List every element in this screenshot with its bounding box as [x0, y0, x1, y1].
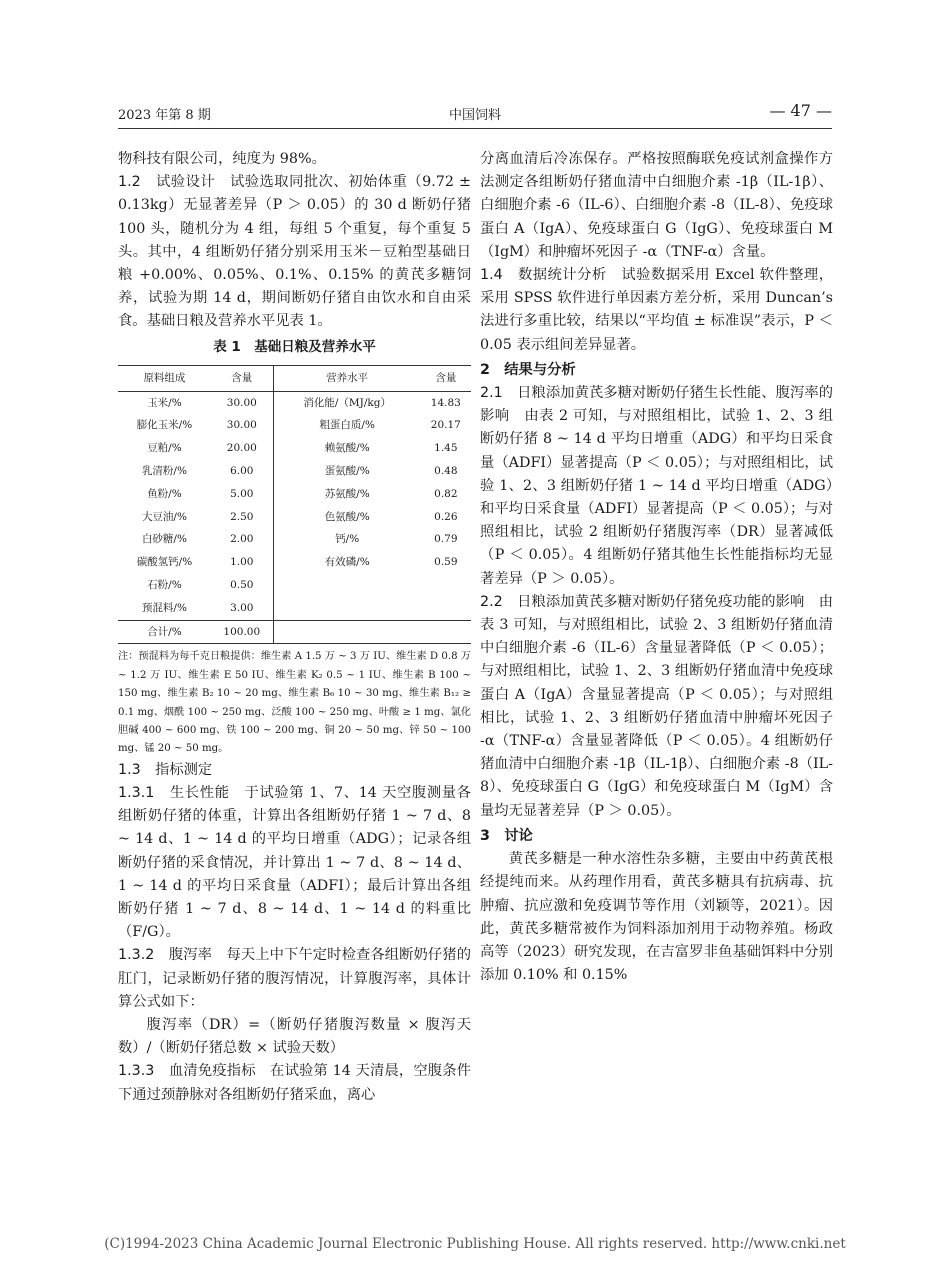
- table-cell: 0.48: [434, 465, 458, 478]
- section-heading: 1.3.2 腹泻率: [118, 947, 213, 964]
- table-row: [118, 574, 471, 597]
- section-1-3-3: [118, 1060, 471, 1106]
- section-body: 试验数据采用 Excel 软件整理，采用 SPSS 软件进行单因素方差分析，采用 Duncan’s 法进行多重比较，结果以“平均值 ± 标准误”表示，P ＜ 0.05 表示组间差异显著。: [480, 267, 833, 353]
- table-cell: [273, 620, 420, 644]
- paragraph: 黄芪多糖是一种水溶性杂多糖，主要由中药黄芪根经提纯而来。从药理作用看，黄芪多糖具有抗病毒、抗肿瘤、抗应激和免疫调节等作用（刘颖等，2021）。因此，黄芪多糖常被作为饲料添加剂用于动物养殖。杨政高等（2023）研究发现，在吉富罗非鱼基础饵料中分别添加 0.10% 和 0.15%: [480, 851, 833, 984]
- section-1-4: [480, 264, 833, 357]
- table-total-row: [118, 620, 471, 644]
- table-cell: 粗蛋白质/%: [319, 419, 375, 432]
- table-title: 表 1 基础日粮及营养水平: [213, 338, 376, 355]
- table-cell: [421, 620, 471, 644]
- table-cell: 大豆油/%: [141, 510, 187, 523]
- table-note: 注：预混料为每千克日粮提供：维生素 A 1.5 万 ~ 3 万 IU、维生素 D 0.8 万 ~ 1.2 万 IU、维生素 E 50 IU、维生素 K₂ 0.5 ~ 1 IU、维生素 B 100 ~ 150 mg、维生素 B₂ 10 ~ 20 mg、维生素 B₆ 10 ~ 30 mg、维生素 B₁₂ ≥ 0.1 mg、烟酰 100 ~ 250 mg、泛酸 100 ~ 250 mg、叶酸 ≥ 1 mg、氯化胆碱 400 ~ 600 mg、铁 100 ~ 200 mg、铜 20 ~ 50 mg、锌 50 ~ 100 mg、锰 20 ~ 50 mg。: [118, 651, 471, 755]
- table-cell: 有效磷/%: [324, 556, 370, 569]
- table-cell: 消化能/（MJ/kg）: [303, 396, 391, 409]
- section-heading: 1.3 指标测定: [118, 761, 213, 778]
- journal-title: 中国饲料: [448, 108, 501, 123]
- right-column: [480, 148, 833, 987]
- table-cell: 豆粕/%: [147, 442, 182, 455]
- section-heading: 1.4 数据统计分析: [480, 267, 607, 284]
- table-cell: 玉米/%: [147, 396, 182, 409]
- table-cell: [273, 597, 420, 620]
- table-cell: 1.45: [434, 442, 458, 455]
- table-cell: 0.79: [434, 533, 458, 546]
- table-cell: 100.00: [211, 620, 273, 644]
- table-header-cell: 含量: [211, 365, 273, 391]
- table-cell: 钙/%: [335, 533, 360, 546]
- table-header-cell: 原料组成: [118, 365, 211, 391]
- table-cell: [421, 597, 471, 620]
- table-header-row: [118, 365, 471, 391]
- table-cell: 碳酸氢钙/%: [136, 556, 193, 569]
- section-heading: 2.2 日粮添加黄芪多糖对断奶仔猪免疫功能的影响: [480, 593, 805, 610]
- section-body: 每天上中下午定时检查各组断奶仔猪的肛门，记录断奶仔猪的腹泻情况，计算腹泻率，具体计算公式如下：: [118, 947, 471, 1010]
- table-cell: 6.00: [211, 460, 273, 483]
- table-cell: 白砂糖/%: [141, 533, 187, 546]
- table-row: [118, 483, 471, 506]
- section-body: 由表 3 可知，与对照组相比，试验 2、3 组断奶仔猪血清中白细胞介素 -6（IL-6）含量显著降低（P ＜ 0.05）；与对照组相比，试验 1、2、3 组断奶仔猪血清中免疫球蛋白 A（IgA）含量显著提高（P ＜ 0.05）；与对照组相比，试验 1、2、3 组断奶仔猪血清中肿瘤坏死因子 -α（TNF-α）含量显著降低（P ＜ 0.05）。4 组断奶仔猪血清中白细胞介素 -1β（IL-1β）、白细胞介素 -8（IL-8）、免疫球蛋白 G（IgG）和免疫球蛋白 M（IgM）含量均无显著差异（P ＞ 0.05）。: [480, 593, 833, 819]
- paragraph: 物科技有限公司，纯度为 98%。: [118, 151, 326, 167]
- section-1-3-1: [118, 782, 471, 944]
- table-cell: [273, 574, 420, 597]
- table-header-cell: 含量: [421, 365, 471, 391]
- section-heading: 3 讨论: [480, 827, 533, 844]
- table-body: [118, 391, 471, 644]
- section-heading: 1.3.3 血清免疫指标: [118, 1063, 256, 1080]
- section-body: 由表 2 可知，与对照组相比，试验 1、2、3 组断奶仔猪 8 ~ 14 d 平均日增重（ADG）和平均日采食量（ADFI）显著提高（P ＜ 0.05）；与对照组相比，试验 1、2、3 组断奶仔猪 1 ~ 14 d 平均日增重（ADG）和平均日采食量（ADFI）显著提高（P ＜ 0.05）；与对照组相比，试验 2 组断奶仔猪腹泻率（DR）显著减低（P ＜ 0.05）。4 组断奶仔猪其他生长性能指标均无显著差异（P ＞ 0.05）。: [480, 408, 833, 587]
- header-rule: [118, 128, 832, 129]
- table-cell: 2.50: [211, 506, 273, 529]
- table-row: [118, 506, 471, 529]
- table-cell: 30.00: [211, 391, 273, 414]
- table-cell: 赖氨酸/%: [324, 442, 370, 455]
- page-header: [118, 101, 832, 126]
- section-2-1: [480, 382, 833, 591]
- left-column: [118, 148, 471, 1107]
- table-cell: 30.00: [211, 414, 273, 437]
- table-cell: 苏氨酸/%: [324, 487, 370, 500]
- table-row: [118, 414, 471, 437]
- table-cell: 14.83: [430, 396, 461, 409]
- table-cell: 石粉/%: [147, 579, 182, 591]
- section-body: 在试验第 14 天清晨，空腹条件下通过颈静脉对各组断奶仔猪采血，离心: [118, 1063, 472, 1103]
- table-cell: 鱼粉/%: [147, 487, 182, 500]
- table-row: [118, 597, 471, 620]
- table-cell: 20.00: [211, 437, 273, 460]
- section-heading: 1.3.1 生长性能: [118, 785, 230, 802]
- table-cell: 20.17: [430, 419, 461, 432]
- table-row: [118, 551, 471, 574]
- table-row: [118, 460, 471, 483]
- section-heading: 1.2 试验设计: [118, 174, 216, 191]
- table-cell: 1.00: [211, 551, 273, 574]
- table-cell: 2.00: [211, 528, 273, 551]
- section-heading: 2 结果与分析: [480, 361, 576, 378]
- table-cell: 0.59: [434, 556, 458, 569]
- copyright-footer: (C)1994-2023 China Academic Journal Electronic Publishing House. All rights reserved. http://www.cnki.net: [104, 1236, 846, 1252]
- section-heading: 2.1 日粮添加黄芪多糖对断奶仔猪生长性能、腹泻率的影响: [480, 385, 833, 425]
- diet-table: [118, 365, 471, 645]
- page-number: — 47 —: [769, 101, 832, 120]
- table-row: [118, 391, 471, 414]
- section-1-3-2: [118, 944, 471, 1014]
- section-body: 于试验第 1、7、14 天空腹测量各组断奶仔猪的体重，计算出各组断奶仔猪 1 ~ 7 d、8 ~ 14 d、1 ~ 14 d 的平均日增重（ADG）；记录各组断奶仔猪的采食情况，并计算出 1 ~ 7 d、8 ~ 14 d、1 ~ 14 d 的平均日采食量（ADFI）；最后计算出各组断奶仔猪 1 ~ 7 d、8 ~ 14 d、1 ~ 14 d 的料重比（F/G）。: [118, 785, 471, 941]
- table-cell: 乳清粉/%: [141, 465, 187, 478]
- table-cell: 0.50: [211, 574, 273, 597]
- table-cell: 色氨酸/%: [324, 510, 370, 523]
- table-header-cell: 营养水平: [273, 365, 420, 391]
- table-cell: 0.82: [434, 487, 458, 500]
- section-2-2: [480, 591, 833, 823]
- table-cell: 蛋氨酸/%: [324, 465, 370, 478]
- table-cell: [421, 574, 471, 597]
- section-1-2: [118, 171, 471, 333]
- table-cell: 0.26: [434, 510, 458, 523]
- table-cell: 3.00: [211, 597, 273, 620]
- table-row: [118, 528, 471, 551]
- section-body: 试验选取同批次、初始体重（9.72 ± 0.13kg）无显著差异（P ＞ 0.05）的 30 d 断奶仔猪 100 头，随机分为 4 组，每组 5 个重复，每个重复 5 头。其中，4 组断奶仔猪分别采用玉米－豆粕型基础日粮 +0.00%、0.05%、0.1%、0.15% 的黄芪多糖饲养，试验为期 14 d，期间断奶仔猪自由饮水和自由采食。基础日粮及营养水平见表 1。: [118, 174, 471, 330]
- table-cell: 5.00: [211, 483, 273, 506]
- table-cell: 预混料/%: [141, 601, 187, 614]
- table-cell: 合计/%: [118, 620, 211, 644]
- table-cell: 膨化玉米/%: [136, 419, 193, 432]
- table-row: [118, 437, 471, 460]
- issue-label: 2023 年第 8 期: [118, 108, 211, 123]
- formula: 腹泻率（DR）=（断奶仔猪腹泻数量 × 腹泻天数）/（断奶仔猪总数 × 试验天数）: [118, 1017, 471, 1057]
- paragraph: 分离血清后冷冻保存。严格按照酶联免疫试剂盒操作方法测定各组断奶仔猪血清中白细胞介素 -1β（IL-1β）、白细胞介素 -6（IL-6）、白细胞介素 -8（IL-8）、免疫球蛋白 A（IgA）、免疫球蛋白 G（IgG）、免疫球蛋白 M（IgM）和肿瘤坏死因子 -α（TNF-α）含量。: [480, 151, 833, 260]
